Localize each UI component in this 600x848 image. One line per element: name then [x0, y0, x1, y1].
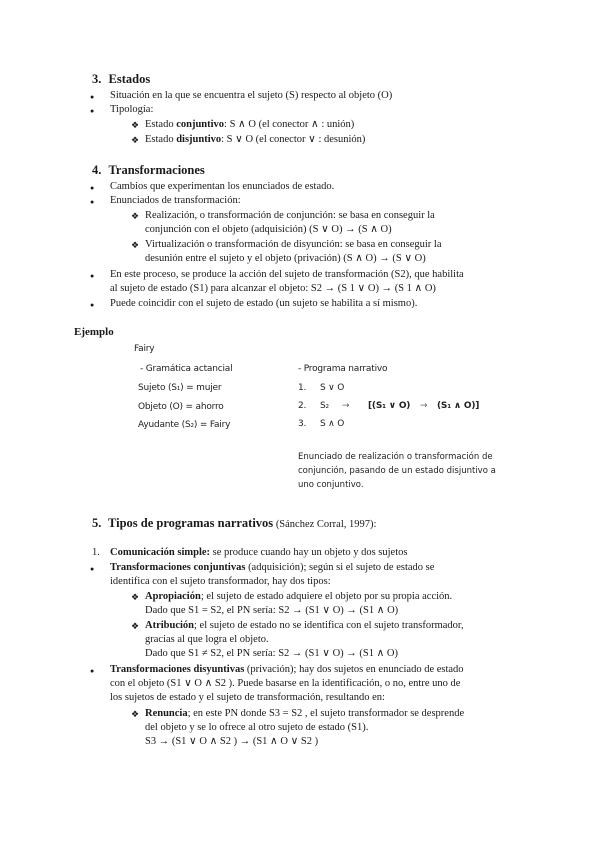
section-5-heading: [92, 516, 376, 532]
s4-bullet-3-line-1: ● En este proceso, se produce la acción del sujeto de transformación (S2), que habilita: [110, 268, 464, 282]
section-4-title: Transformaciones: [108, 163, 205, 177]
example-right-header: - Programa narrativo: [298, 364, 388, 374]
s4-bullet-2: ● Enunciados de transformación:: [110, 194, 241, 208]
s5-item-3-line-2: con el objeto (S1 ∨ O ∧ S2 ). Puede basarse en la identificación, o no, entre uno de: [110, 678, 461, 689]
s5-item-3-line-1: ● Transformaciones disyuntivas (privación); hay dos sujetos en enunciado de estado: [110, 663, 464, 677]
s5-atribucion-line-1: ❖ Atribución; el sujeto de estado no se identifica con el sujeto transformador,: [145, 619, 464, 633]
s5-apropiacion-line-1: ❖ Apropiación; el sujeto de estado adquiere el objeto por su propia acción.: [145, 590, 452, 604]
example-row-2-disjunction: [(S₁ ∨ O): [368, 401, 411, 411]
example-right-num-3: 3.: [298, 419, 307, 429]
s3-bullet-2: ● Tipología:: [110, 103, 153, 117]
example-row-2-arrow-1: →: [342, 401, 350, 411]
example-brand: Fairy: [134, 344, 155, 354]
s4-diamond-2-line-2: desunión entre el sujeto y el objeto (privación) (S ∧ O) → (S ∨ O): [145, 253, 426, 264]
s3-diamond-2: ❖ Estado disjuntivo: S ∨ O (el conector ∨ : desunión): [145, 133, 365, 147]
example-left-row-2: Objeto (O) = ahorro: [138, 402, 224, 412]
s4-diamond-2-line-1: ❖ Virtualización o transformación de disyunción: se basa en conseguir la: [145, 238, 441, 252]
section-3-number: 3.: [92, 72, 102, 86]
example-left-row-3: Ayudante (S₂) = Fairy: [138, 420, 231, 430]
section-4-heading: [92, 163, 205, 178]
s5-atribucion-line-2: gracias al que logra el objeto.: [145, 634, 269, 645]
section-5-title: Tipos de programas narrativos: [108, 516, 274, 530]
s3-bullet-1: ● Situación en la que se encuentra el sujeto (S) respecto al objeto (O): [110, 89, 392, 103]
s5-item-3-line-3: los sujetos de estado y el sujeto de transformación, resultando en:: [110, 692, 385, 703]
s3-diamond-1: ❖ Estado conjuntivo: S ∧ O (el conector ∧ : unión): [145, 118, 354, 132]
example-right-row-1: S ∨ O: [320, 383, 345, 393]
section-4-number: 4.: [92, 163, 102, 177]
s4-bullet-4: ● Puede coincidir con el sujeto de estado (un sujeto se habilita a sí mismo).: [110, 297, 417, 311]
s5-atribucion-line-3: Dado que S1 ≠ S2, el PN sería: S2 → (S1 ∨ O) → (S1 ∧ O): [145, 648, 398, 659]
example-right-num-2: 2.: [298, 401, 307, 411]
s5-renuncia-line-3: S3 → (S1 ∨ O ∧ S2 ) → (S1 ∧ O ∨ S2 ): [145, 736, 319, 747]
example-note-line-3: uno conjuntivo.: [298, 480, 364, 490]
s5-apropiacion-line-2: Dado que S1 = S2, el PN sería: S2 → (S1 ∨ O) → (S1 ∧ O): [145, 605, 399, 616]
s5-item-2-line-2: identifica con el sujeto transformador, hay dos tipos:: [110, 576, 331, 587]
section-5-number: 5.: [92, 516, 102, 530]
example-row-2-subject: S₂: [320, 401, 329, 411]
s4-bullet-1: ● Cambios que experimentan los enunciados de estado.: [110, 180, 334, 194]
section-3-title: Estados: [108, 72, 151, 86]
s4-bullet-3-line-2: al sujeto de estado (S1) para alcanzar el objeto: S2 → (S 1 ∨ O) → (S 1 ∧ O): [110, 283, 436, 294]
section-3-heading: [92, 72, 150, 87]
example-figure: [130, 340, 496, 500]
example-row-2-conjunction: (S₁ ∧ O)]: [437, 401, 480, 411]
s5-renuncia-line-1: ❖ Renuncia; en este PN donde S3 = S2 , el sujeto transformador se desprende: [145, 707, 464, 721]
s5-item-1: Comunicación simple: se produce cuando hay un objeto y dos sujetos: [110, 547, 408, 558]
s4-diamond-1-line-1: ❖ Realización, o transformación de conjunción: se basa en conseguir la: [145, 209, 435, 223]
s4-diamond-1-line-2: conjunción con el objeto (adquisición) (S ∨ O) → (S ∧ O): [145, 224, 392, 235]
s5-item-1-number: 1.: [92, 547, 100, 558]
section-5-reference: (Sánchez Corral, 1997):: [273, 519, 377, 530]
example-label: Ejemplo: [74, 326, 114, 338]
example-left-header: - Gramática actancial: [140, 364, 233, 374]
example-right-num-1: 1.: [298, 383, 307, 393]
example-note-line-2: conjunción, pasando de un estado disjuntivo a: [298, 466, 496, 476]
example-left-row-1: Sujeto (S₁) = mujer: [138, 383, 222, 393]
example-row-2-arrow-2: →: [420, 401, 428, 411]
s5-item-2-line-1: ● Transformaciones conjuntivas (adquisición); según si el sujeto de estado se: [110, 561, 434, 575]
example-right-row-3: S ∧ O: [320, 419, 345, 429]
s5-renuncia-line-2: del objeto y se lo ofrece al otro sujeto de estado (S1).: [145, 722, 369, 733]
example-note-line-1: Enunciado de realización o transformación de: [298, 452, 493, 462]
